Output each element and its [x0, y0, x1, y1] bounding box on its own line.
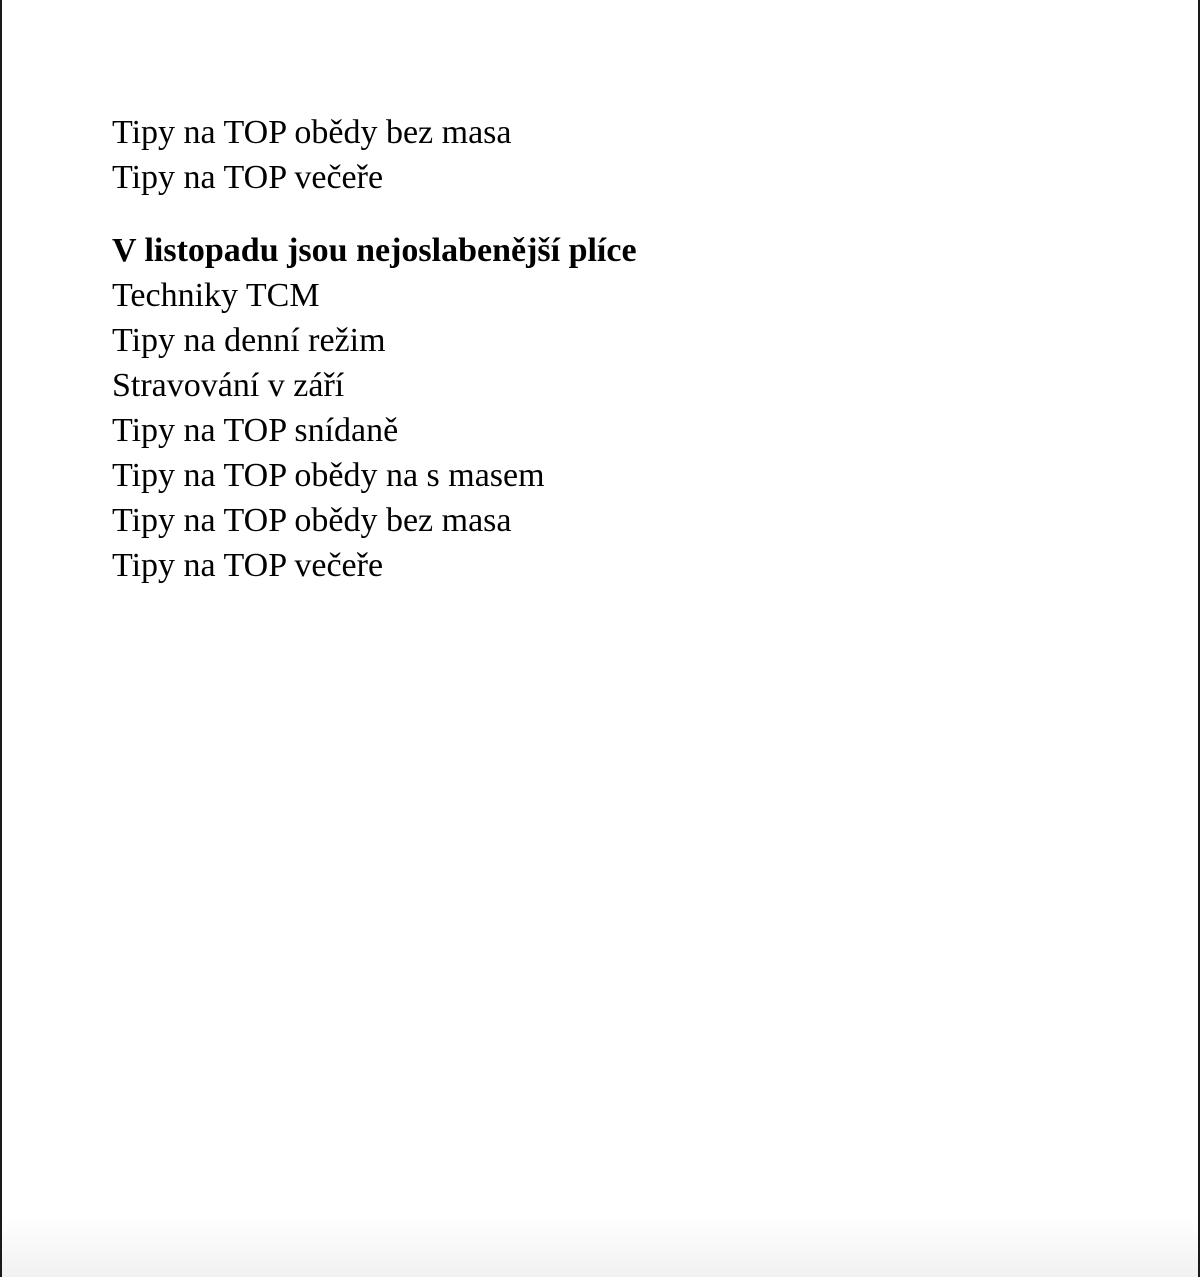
- link-lunch-without-meat-top[interactable]: Tipy na TOP obědy bez masa: [112, 114, 512, 151]
- page-bottom-shadow: [2, 1217, 1198, 1277]
- link-top-dinner[interactable]: Tipy na TOP večeře: [112, 547, 384, 584]
- link-top-lunch-without-meat[interactable]: Tipy na TOP obědy bez masa: [112, 502, 512, 539]
- section-heading: V listopadu jsou nejoslabenější plíce: [112, 232, 637, 269]
- link-september-diet[interactable]: Stravování v září: [112, 367, 345, 404]
- link-tcm-techniques[interactable]: Techniky TCM: [112, 277, 320, 314]
- link-dinner-top[interactable]: Tipy na TOP večeře: [112, 159, 384, 196]
- link-top-breakfast[interactable]: Tipy na TOP snídaně: [112, 412, 399, 449]
- link-daily-routine[interactable]: Tipy na denní režim: [112, 322, 386, 359]
- content-area: [112, 110, 1112, 588]
- link-top-lunch-with-meat[interactable]: Tipy na TOP obědy na s masem: [112, 457, 545, 494]
